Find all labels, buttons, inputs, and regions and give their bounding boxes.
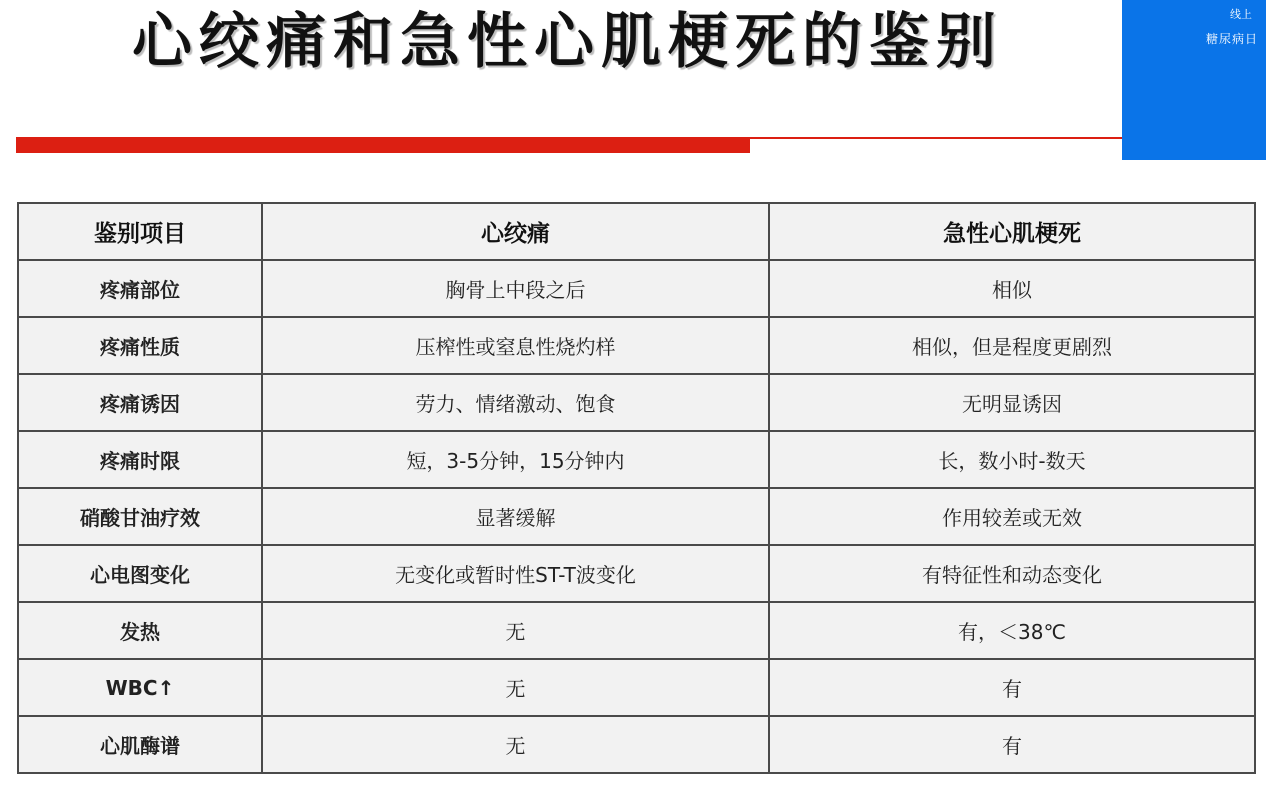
angina-cell: 胸骨上中段之后 <box>262 260 769 317</box>
side-panel <box>1122 0 1266 160</box>
table-row <box>18 716 1255 773</box>
table-row <box>18 374 1255 431</box>
row-label: 疼痛诱因 <box>18 374 262 431</box>
comparison-table <box>17 202 1256 774</box>
ami-cell: 有 <box>769 659 1255 716</box>
angina-cell: 短，3-5分钟，15分钟内 <box>262 431 769 488</box>
table-row <box>18 317 1255 374</box>
angina-cell: 无 <box>262 602 769 659</box>
slide-title: 心绞痛和急性心肌梗死的鉴别 <box>132 7 1003 77</box>
row-label: 疼痛时限 <box>18 431 262 488</box>
angina-cell: 劳力、情绪激动、饱食 <box>262 374 769 431</box>
row-label: 硝酸甘油疗效 <box>18 488 262 545</box>
row-label: 疼痛性质 <box>18 317 262 374</box>
header-angina: 心绞痛 <box>262 203 769 260</box>
ami-cell: 有特征性和动态变化 <box>769 545 1255 602</box>
side-panel-line2: 糖尿病日 <box>1205 32 1258 46</box>
table-header-row <box>18 203 1255 260</box>
header-item: 鉴别项目 <box>18 203 262 260</box>
row-label: 心电图变化 <box>18 545 262 602</box>
ami-cell: 有 <box>769 716 1255 773</box>
ami-cell: 长，数小时-数天 <box>769 431 1255 488</box>
angina-cell: 无 <box>262 716 769 773</box>
title-underline-bar <box>16 137 750 153</box>
ami-cell: 相似，但是程度更剧烈 <box>769 317 1255 374</box>
side-panel-line1: 线上 <box>1230 8 1252 21</box>
table-row <box>18 488 1255 545</box>
table-row <box>18 602 1255 659</box>
row-label: 疼痛部位 <box>18 260 262 317</box>
title-underline-thin <box>750 137 1122 139</box>
angina-cell: 无 <box>262 659 769 716</box>
table-row <box>18 659 1255 716</box>
angina-cell: 无变化或暂时性ST-T波变化 <box>262 545 769 602</box>
header-ami: 急性心肌梗死 <box>769 203 1255 260</box>
angina-cell: 压榨性或窒息性烧灼样 <box>262 317 769 374</box>
ami-cell: 有，＜38℃ <box>769 602 1255 659</box>
row-label: WBC↑ <box>18 659 262 716</box>
row-label: 心肌酶谱 <box>18 716 262 773</box>
table-row <box>18 431 1255 488</box>
table-row <box>18 260 1255 317</box>
ami-cell: 相似 <box>769 260 1255 317</box>
table-row <box>18 545 1255 602</box>
ami-cell: 无明显诱因 <box>769 374 1255 431</box>
row-label: 发热 <box>18 602 262 659</box>
ami-cell: 作用较差或无效 <box>769 488 1255 545</box>
angina-cell: 显著缓解 <box>262 488 769 545</box>
